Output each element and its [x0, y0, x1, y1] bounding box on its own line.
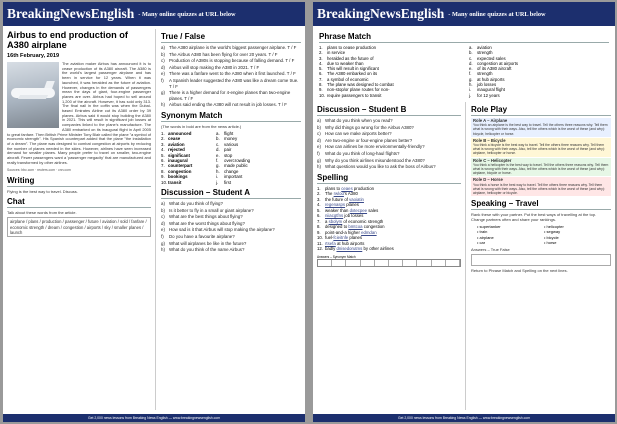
phrase-number: 6. [319, 71, 323, 77]
phrase-start: require passengers to transit [327, 92, 382, 98]
synonym-number: 5. [161, 152, 165, 158]
synonym-word: significant [168, 152, 190, 158]
spelling-number: 8. [317, 224, 321, 230]
airplane-photo [7, 62, 59, 128]
phrase-letter: c. [469, 55, 473, 61]
discussion-a-item-number: d) [161, 220, 165, 226]
speaking-item: • segway [544, 229, 561, 235]
truefalse-item [161, 90, 301, 101]
synonym-word: inaugural [168, 157, 188, 163]
phrase-number: 3. [319, 55, 323, 61]
truefalse-item-text: The A380 airplane is the world's biggest passenger airplane. T / F [169, 45, 297, 50]
spelling-number: 7. [317, 218, 321, 224]
spelling-scrambled-word: dnisedorutms [336, 246, 363, 252]
spelling-number: 6. [317, 213, 321, 219]
answers-box [317, 255, 461, 267]
phrase-letter: h. [469, 82, 473, 88]
phrase-letter: j. [469, 92, 472, 98]
truefalse-item-text: Production of A380s is stopping because of falling demand. T / F [169, 58, 295, 64]
synonym-match: pair [224, 147, 232, 153]
synonym-letter: h. [216, 168, 220, 174]
discussion-b-item [317, 144, 461, 150]
phrase-letter: i. [469, 87, 472, 93]
discussion-a-item [161, 241, 301, 247]
plane-wing [18, 95, 48, 99]
phrase-end: inaugural flight [477, 87, 505, 93]
spelling-number: 10. [317, 235, 323, 241]
discussion-b-item-text: What do you think when you read? [325, 118, 393, 123]
synonym-match: important [224, 174, 243, 180]
truefalse-item [161, 52, 301, 58]
speaking-item: • helicopter [544, 224, 564, 230]
spelling-number: 4. [317, 202, 321, 208]
spelling-number: 3. [317, 196, 321, 202]
truefalse-item-text: A Spanish leader suggested the A380 was like a dream come true. T / F [169, 77, 299, 89]
phrase-match-list [319, 45, 609, 98]
article-body: The aviation maker Airbus has announced it is to cease production of its A380 aircraft. The A380 is the world's largest passenger airplane and has been in service for 12 years. When it was launched, it was heralded as the future of aviation. However, changes in the demands of passengers mean the days of giant, four-engine passenger planes are over. Airbus had hoped to sell around 1,200 of the aircraft. However, it has sold only 313. The final nail in the coffin was when the Dubai-based Emirates Airline cut its A380 order by 39 planes. Airbus said it would stop building the A380 in 2021. This will result in significant job losses at companies linked to the plane's manufacture. The A380 embarked on its inaugural flight in April 2005 to great fanfare. Then British Prime Minister Tony Blair called the plane "a symbol of economic strength". His Spanish counterpart added that the plane "the installation of a dream". The plane was designed to combat congestion at airports by reducing the number of planes needed in the skies. However, airlines have seen increased demand for smaller planes. Many people prefer to travel on smaller, two-engine aircraft. Fewer passengers want a 'passenger megacity' that are manufactured and really transformed by other airlines. [7, 61, 151, 165]
page-footer[interactable]: Get 2,000 news lessons from Breaking News English — www.breakingnewsenglish.com [3, 414, 305, 422]
roleplay-role-title: Role A – Airplane [473, 118, 508, 123]
phrase-start: The A380 embarked on its [327, 71, 378, 77]
rank-label: Answers – True False [471, 247, 510, 253]
writing-prompt: Flying is the best way to travel. Discuss. [7, 189, 78, 195]
discussion-a-list [161, 201, 301, 253]
right-column [466, 102, 611, 410]
roleplay-card [471, 118, 611, 137]
discussion-b-item-number: a) [317, 118, 321, 123]
phrase-end: of its A380 aircraft [477, 66, 512, 72]
spelling-scrambled-word: niiacgtfns [325, 213, 344, 219]
roleplay-role-title: Role B – Bicycle [473, 137, 506, 143]
discussion-a-item [161, 221, 301, 227]
article-date: 16th February, 2019 [7, 53, 60, 59]
spelling-item [317, 246, 461, 252]
phrase-left [319, 93, 469, 98]
discussion-b-item [317, 138, 461, 144]
synonym-letter: c. [216, 141, 220, 147]
phrase-end: at hub airports [477, 76, 505, 82]
discussion-a-item-text: Is it better to fly in a small or giant airplane? [169, 207, 254, 213]
discussion-a-item-number: h) [161, 247, 165, 253]
phrase-start: plans to cease production [327, 45, 376, 50]
truefalse-item [161, 102, 301, 108]
synonym-word: counterpart [168, 163, 193, 169]
speaking-item: • horse [544, 239, 557, 245]
discussion-a-item-number: b) [161, 207, 165, 213]
phrase-number: 10. [319, 92, 325, 98]
truefalse-item-number: e) [161, 71, 165, 77]
chat-prompt: Talk about these words from the article. [7, 210, 77, 216]
truefalse-item-number: c) [161, 58, 165, 64]
discussion-a-item-number: a) [161, 201, 165, 206]
speaking-note: Return to Phrase Match and Spelling on the next lines. [471, 268, 568, 274]
discussion-a-item-text: What do you think of flying? [169, 201, 223, 206]
truefalse-item-text: The Airbus A380 has been flying for over 20 years. T / F [169, 51, 278, 57]
roleplay-role-title: Role D – Horse [473, 177, 503, 183]
spelling-text: niiacgtfns job losses [325, 213, 364, 219]
phrase-right [469, 93, 500, 98]
discussion-b-item-text: Why did things go wrong for the Airbus A380? [325, 124, 414, 130]
truefalse-item [161, 71, 301, 77]
discussion-b-item [317, 118, 461, 124]
speaking-items [471, 224, 611, 245]
synonym-number: 6. [161, 157, 165, 163]
site-banner [3, 2, 305, 26]
discussion-a-item-text: What will airplanes be like in the future? [169, 240, 247, 246]
phrase-letter: e. [469, 66, 473, 72]
phrase-number: 8. [319, 82, 323, 88]
discussion-b-item-number: f) [317, 150, 320, 156]
phrase-start: The plane was designed to combat [327, 82, 394, 88]
banner-tagline: - Many online quizzes at URL below [448, 10, 546, 18]
phrase-start: due to weaker than [327, 60, 364, 66]
brand-logo[interactable]: BreakingNewsEnglish [7, 6, 135, 21]
discussion-b-item-text: Are two-engine or four-engine planes better? [325, 137, 413, 143]
spelling-scrambled-word: sbolym [328, 218, 343, 224]
spelling-number: 11. [317, 240, 323, 246]
synonym-row [161, 180, 301, 185]
discussion-b-item-number: c) [317, 131, 321, 137]
synonym-number: 9. [161, 174, 165, 180]
phrase-end: for 12 years [477, 92, 500, 98]
spelling-text: point-and-a higher edmdan [325, 229, 377, 235]
spelling-scrambled-word: bmtcoa [348, 224, 363, 230]
speaking-prompt: Rank these with your partner. Put the best ways of travelling at the top. Change partners often and share your rankings. [471, 212, 597, 223]
spelling-number: 2. [317, 191, 321, 197]
chat-heading: Chat [7, 197, 151, 208]
synonym-number: 10. [161, 179, 168, 185]
phrase-letter: g. [469, 76, 473, 82]
synonym-word: transit [168, 179, 182, 185]
discussion-b-item-number: d) [317, 137, 321, 143]
discussion-b-item-text: Why do you think airlines misunderstood the A380? [325, 157, 425, 163]
speaking-item: • train [477, 229, 488, 235]
synonym-match: stop [224, 152, 233, 158]
phrase-letter: f. [469, 71, 472, 77]
phrase-end: expected sales [477, 55, 506, 61]
roleplay-card [471, 177, 611, 196]
spelling-text: The rwlod's A380 [325, 191, 358, 197]
speaking-item: • car [477, 239, 486, 245]
truefalse-item-number: d) [161, 64, 165, 70]
left-column [317, 102, 466, 410]
discussion-a-item-number: f) [161, 233, 164, 239]
spelling-number: 12. [317, 246, 323, 252]
synonym-word: cease [168, 136, 181, 142]
roleplay-role-text: You think a bicycle is the best way to travel. Tell the others three reasons why. Tell them what is wrong with their ways. Also, tell the others which is the worst of these (and why): airplane, helicopter or horse. [473, 143, 605, 156]
phrase-number: 1. [319, 45, 323, 50]
phrase-end: strength [477, 50, 493, 56]
phrase-letter: a. [469, 45, 473, 50]
discussion-a-item-number: c) [161, 214, 165, 220]
discussion-b-item-text: What do you think of long-haul flights? [325, 150, 400, 156]
spelling-scrambled-word: vaoiatin [349, 196, 364, 202]
phrase-letter: d. [469, 60, 473, 66]
truefalse-item [161, 45, 301, 51]
phrase-end: strength [477, 71, 493, 77]
truefalse-item-text: There is a higher demand for 4-engine planes than two-engine planes. T / F [169, 90, 291, 101]
spelling-text: plans to ceaes production [325, 185, 374, 191]
roleplay-list [471, 118, 611, 196]
synonym-letter: i. [216, 174, 219, 180]
synonym-match: flight [224, 130, 234, 136]
discussion-a-item [161, 201, 301, 207]
discussion-a-heading: Discussion – Student A [161, 188, 301, 199]
synonym-match: first [224, 179, 232, 185]
exercise-column [156, 29, 301, 410]
discussion-b-item-number: g) [317, 157, 321, 163]
discussion-b-item-text: How can we make airports better? [325, 131, 392, 137]
synonym-list [161, 131, 301, 185]
answers-label: Answers – Synonym Match [317, 254, 356, 259]
brand-logo[interactable]: BreakingNewsEnglish [317, 6, 445, 21]
synonym-match: overcrowding [224, 157, 251, 163]
synonym-match: various [224, 141, 239, 147]
truefalse-item [161, 58, 301, 64]
discussion-a-item-number: e) [161, 227, 165, 233]
spelling-scrambled-word: ceaes [341, 185, 353, 191]
speaking-item: • airplane [477, 234, 494, 240]
roleplay-role-text: You think a helicopter is the best way to travel. Tell the others three reasons why. Tell them what is wrong with their ways. Also, tell the others which is the worst of these (and why): airplane, bicycle or horse. [473, 162, 609, 176]
roleplay-role-text: You think a horse is the best way to travel. Tell the others three reasons why. Tell them what is wrong with their ways. Also, tell the others which is the worst of these (and why): airplane, helicopter or bicycle. [473, 182, 605, 196]
synonym-note: (The words in bold are from the news article.) [161, 123, 242, 129]
writing-heading: Writing [7, 176, 151, 187]
discussion-b-item-number: b) [317, 124, 321, 130]
chat-word-box: airplane / plans / production / passenger / future / aviation / sold / fanfare / economic strength / dream / congestion / airports / sky / smaller planes / launch [7, 217, 151, 237]
phrase-match-row [319, 93, 609, 98]
spelling-text: weaker than dxtecpee sales [325, 207, 379, 213]
spelling-scrambled-word: rwlod [333, 191, 344, 197]
synonym-word: congestion [168, 168, 192, 174]
speaking-item: • supertanker [477, 224, 501, 230]
banner-tagline: - Many online quizzes at URL below [138, 10, 236, 18]
roleplay-card [471, 138, 611, 157]
synonym-number: 7. [161, 163, 165, 169]
synonym-letter: g. [216, 163, 220, 169]
spelling-scrambled-word: rtsefa [325, 240, 336, 246]
phrase-end: congestion at airports [477, 60, 519, 66]
synonym-word: rejected [168, 147, 185, 153]
discussion-b-item [317, 151, 461, 157]
truefalse-item-number: a) [161, 45, 165, 50]
roleplay-role-text: You think an airplane is the best way to travel. Tell the others three reasons why. Tell them what is wrong with their ways. Also, tell the others which is the worst of these (and why): bicycle, helicopter or horse. [473, 123, 608, 136]
discussion-a-item [161, 208, 301, 214]
discussion-a-item [161, 227, 301, 233]
discussion-b-heading: Discussion – Student B [317, 105, 461, 116]
discussion-b-item-number: h) [317, 164, 321, 170]
phrase-number: 2. [319, 50, 323, 56]
discussion-b-item [317, 131, 461, 137]
spelling-scrambled-word: dxtecpee [349, 207, 368, 213]
truefalse-item-number: g) [161, 90, 165, 96]
phrase-end: job losses [477, 82, 497, 88]
phrase-number: 7. [319, 76, 323, 82]
synonym-letter: a. [216, 130, 220, 136]
speaking-heading: Speaking – Travel [471, 199, 611, 210]
synonym-letter: d. [216, 147, 220, 153]
spelling-number: 5. [317, 207, 321, 213]
truefalse-item-text: Airbus said ending the A380 will not result in job losses. T / F [169, 102, 287, 108]
worksheet-page-2 [313, 2, 615, 422]
page-footer[interactable]: Get 2,000 news lessons from Breaking News English — www.breakingnewsenglish.com [313, 414, 615, 422]
discussion-b-item [317, 164, 461, 170]
spelling-heading: Spelling [317, 173, 461, 184]
article-sources: Sources: bbc.com · reuters.com · cnn.com [7, 168, 71, 173]
phrase-start: This will result in significant [327, 66, 379, 72]
synonym-number: 4. [161, 147, 165, 153]
truefalse-item-text: Airbus will stop making the A380 in 2021. T / F [169, 64, 260, 70]
phrase-number: 9. [319, 87, 323, 93]
roleplay-heading: Role Play [471, 105, 611, 116]
synonym-number: 3. [161, 141, 165, 147]
discussion-a-item-text: What are the worst things about flying? [169, 220, 245, 226]
synonym-match: change [224, 168, 239, 174]
synonym-number: 1. [161, 130, 165, 136]
phrase-match-heading: Phrase Match [319, 32, 609, 43]
discussion-b-item-text: How can airlines be more environmentally-friendly? [325, 144, 425, 150]
discussion-a-item-text: What do you think of the name Airbus? [169, 247, 245, 253]
spelling-text: fuel-fcieitnfe planes [325, 235, 363, 241]
phrase-start: a symbol of economic [327, 76, 369, 82]
synonym-match: made public [224, 163, 248, 169]
phrase-start: in service [327, 50, 346, 56]
spelling-text: regenasps planes [325, 202, 359, 208]
article-column [7, 29, 156, 410]
discussion-b-item-text: What questions would you like to ask the boss of Airbus? [325, 164, 436, 170]
spelling-text: the future of vaoiatin [325, 196, 364, 202]
truefalse-item-text: There was a fanfare went to the A380 when it first launched. T / F [169, 71, 296, 77]
synonym-word: announced [168, 130, 192, 136]
spelling-text: designed to bmtcoa congestion [325, 224, 385, 230]
synonym-letter: j. [216, 179, 219, 185]
spelling-scrambled-word: edmdan [361, 229, 377, 235]
synonym-word: bookings [168, 174, 188, 180]
truefalse-item-number: h) [161, 102, 165, 108]
spelling-text: badly dnisedorutms by other airlines [325, 246, 394, 252]
synonym-number: 2. [161, 136, 165, 142]
worksheet-page-1 [3, 2, 305, 422]
phrase-number: 5. [319, 66, 323, 72]
truefalse-list [161, 45, 301, 108]
answers-grid [317, 259, 461, 267]
discussion-a-item [161, 214, 301, 220]
spelling-text: a sbolym of economic strength [325, 218, 384, 224]
speaking-item: • bicycle [544, 234, 559, 240]
phrase-start: heralded as the future of [327, 55, 374, 61]
synonym-match: money [224, 136, 238, 142]
discussion-a-item [161, 234, 301, 240]
discussion-a-item-number: g) [161, 240, 165, 246]
site-banner [313, 2, 615, 26]
spelling-list [317, 186, 461, 252]
synonym-word: aviation [168, 141, 185, 147]
rank-answer-box [471, 254, 611, 266]
synonym-letter: e. [216, 152, 220, 158]
discussion-a-item [161, 247, 301, 253]
synonym-letter: b. [216, 136, 220, 142]
article-title: Airbus to end production of A380 airplane [7, 30, 128, 50]
synonym-number: 8. [161, 168, 165, 174]
truefalse-item-number: b) [161, 51, 165, 57]
truefalse-heading: True / False [161, 32, 301, 43]
phrase-end: aviation [477, 45, 492, 50]
discussion-b-item [317, 158, 461, 164]
discussion-a-item-text: What are the best things about flying? [169, 214, 243, 220]
discussion-a-item-text: Do you have a favourite airplane? [169, 233, 235, 239]
synonym-letter: f. [216, 157, 219, 163]
discussion-b-list [317, 118, 461, 170]
spelling-scrambled-word: fcieitnfe [333, 235, 349, 241]
spelling-number: 1. [317, 185, 321, 191]
truefalse-item-number: f) [161, 77, 164, 83]
phrase-number: 4. [319, 60, 323, 66]
phrase-letter: b. [469, 50, 473, 56]
phrase-match-section [319, 29, 609, 98]
discussion-b-item [317, 125, 461, 131]
synonym-heading: Synonym Match [161, 111, 301, 122]
roleplay-card [471, 158, 611, 177]
roleplay-role-title: Role C – Helicopter [473, 157, 512, 163]
truefalse-item [161, 65, 301, 71]
spelling-number: 9. [317, 229, 321, 235]
phrase-start: non-stop/or plane routes for non- [327, 87, 390, 93]
discussion-a-item-text: How sad is it that Airbus will stop making the airplane? [169, 227, 275, 233]
discussion-b-item-number: e) [317, 144, 321, 150]
truefalse-item [161, 78, 301, 89]
spelling-text: rtsefa at hub airports [325, 240, 365, 246]
spelling-scrambled-word: regenasps [325, 202, 346, 208]
